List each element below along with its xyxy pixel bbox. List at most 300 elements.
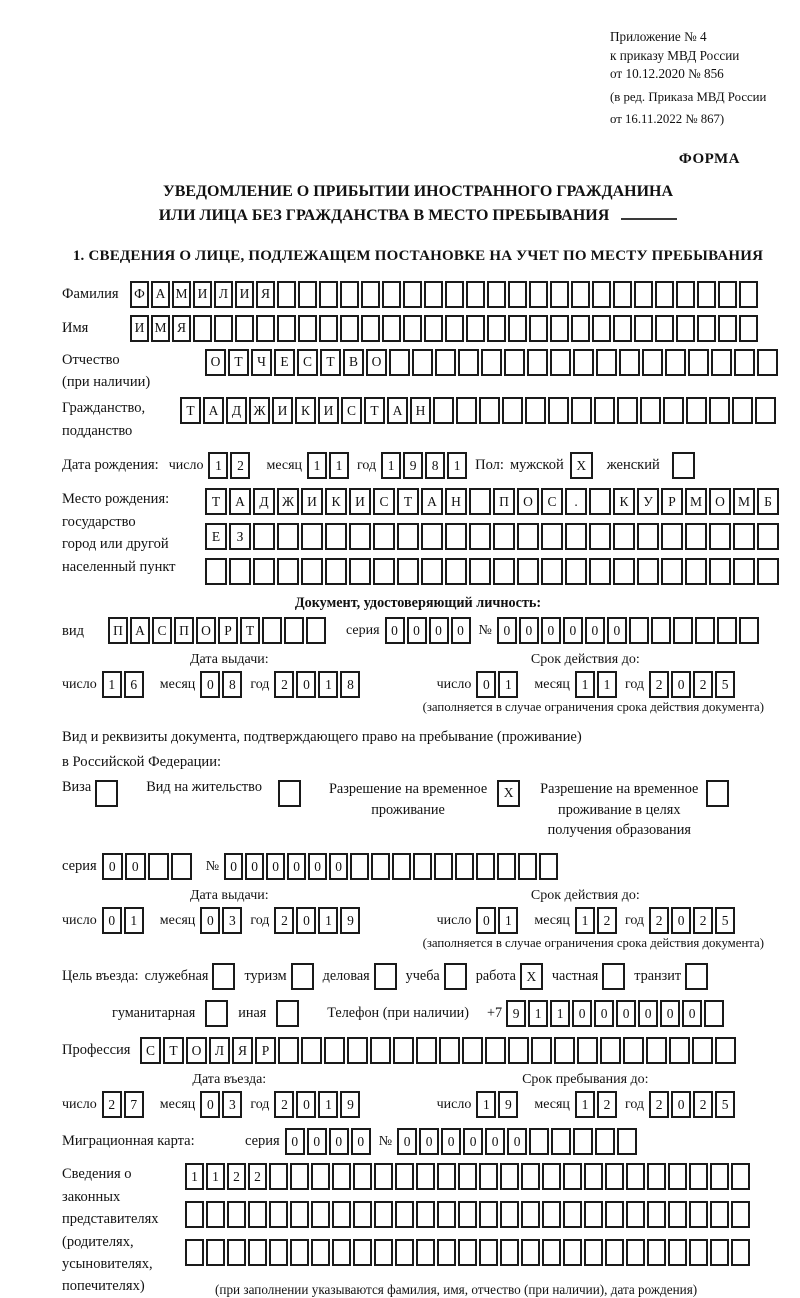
char-cell[interactable] bbox=[361, 281, 380, 308]
char-cell[interactable]: С bbox=[341, 397, 362, 424]
char-cell[interactable]: У bbox=[637, 488, 659, 515]
char-cell[interactable] bbox=[685, 523, 707, 550]
char-cell[interactable]: Т bbox=[397, 488, 419, 515]
char-cell[interactable] bbox=[508, 281, 527, 308]
char-cell[interactable] bbox=[445, 558, 467, 585]
char-cell[interactable]: . bbox=[565, 488, 587, 515]
char-cell[interactable] bbox=[301, 1037, 322, 1064]
char-cell[interactable] bbox=[613, 558, 635, 585]
char-cell[interactable]: 2 bbox=[693, 1091, 713, 1118]
char-cell[interactable]: Т bbox=[320, 349, 341, 376]
char-cell[interactable]: 1 bbox=[498, 671, 518, 698]
char-cell[interactable] bbox=[669, 1037, 690, 1064]
char-cell[interactable] bbox=[206, 1201, 225, 1228]
char-cell[interactable] bbox=[563, 1201, 582, 1228]
char-cell[interactable]: 0 bbox=[463, 1128, 483, 1155]
char-cell[interactable]: Т bbox=[163, 1037, 184, 1064]
char-cell[interactable]: Н bbox=[445, 488, 467, 515]
char-cell[interactable]: Н bbox=[410, 397, 431, 424]
char-cell[interactable]: Я bbox=[232, 1037, 253, 1064]
char-cell[interactable]: 2 bbox=[227, 1163, 246, 1190]
char-cell[interactable]: 1 bbox=[318, 907, 338, 934]
checkbox[interactable] bbox=[672, 452, 695, 479]
checkbox[interactable] bbox=[602, 963, 625, 990]
char-cell[interactable]: Л bbox=[209, 1037, 230, 1064]
char-cell[interactable]: О bbox=[709, 488, 731, 515]
char-cell[interactable]: Ф bbox=[130, 281, 149, 308]
char-cell[interactable]: 0 bbox=[125, 853, 146, 880]
char-cell[interactable] bbox=[487, 315, 506, 342]
char-cell[interactable] bbox=[371, 853, 390, 880]
char-cell[interactable]: 1 bbox=[318, 671, 338, 698]
char-cell[interactable] bbox=[525, 397, 546, 424]
char-cell[interactable]: 0 bbox=[308, 853, 327, 880]
checkbox[interactable] bbox=[276, 1000, 299, 1027]
char-cell[interactable] bbox=[731, 1201, 750, 1228]
char-cell[interactable]: Я bbox=[256, 281, 275, 308]
char-cell[interactable] bbox=[709, 558, 731, 585]
char-cell[interactable]: В bbox=[343, 349, 364, 376]
char-cell[interactable]: 2 bbox=[597, 1091, 617, 1118]
char-cell[interactable] bbox=[290, 1163, 309, 1190]
char-cell[interactable] bbox=[434, 853, 453, 880]
char-cell[interactable] bbox=[529, 281, 548, 308]
char-cell[interactable] bbox=[739, 315, 758, 342]
char-cell[interactable] bbox=[278, 1037, 299, 1064]
char-cell[interactable] bbox=[717, 617, 737, 644]
char-cell[interactable] bbox=[206, 1239, 225, 1266]
char-cell[interactable]: И bbox=[130, 315, 149, 342]
char-cell[interactable] bbox=[605, 1201, 624, 1228]
char-cell[interactable]: 0 bbox=[296, 907, 316, 934]
char-cell[interactable] bbox=[589, 488, 611, 515]
char-cell[interactable] bbox=[527, 349, 548, 376]
char-cell[interactable]: А bbox=[203, 397, 224, 424]
char-cell[interactable]: К bbox=[295, 397, 316, 424]
char-cell[interactable] bbox=[697, 281, 716, 308]
char-cell[interactable] bbox=[500, 1239, 519, 1266]
char-cell[interactable] bbox=[539, 853, 558, 880]
char-cell[interactable] bbox=[248, 1201, 267, 1228]
char-cell[interactable] bbox=[584, 1201, 603, 1228]
char-cell[interactable] bbox=[435, 349, 456, 376]
char-cell[interactable] bbox=[253, 558, 275, 585]
char-cell[interactable]: 0 bbox=[224, 853, 243, 880]
char-cell[interactable]: 0 bbox=[607, 617, 627, 644]
char-cell[interactable] bbox=[531, 1037, 552, 1064]
char-cell[interactable]: П bbox=[108, 617, 128, 644]
char-cell[interactable] bbox=[665, 349, 686, 376]
char-cell[interactable] bbox=[755, 397, 776, 424]
char-cell[interactable] bbox=[479, 1163, 498, 1190]
char-cell[interactable] bbox=[374, 1163, 393, 1190]
char-cell[interactable] bbox=[565, 558, 587, 585]
checkbox[interactable]: X bbox=[497, 780, 520, 807]
char-cell[interactable]: Т bbox=[205, 488, 227, 515]
char-cell[interactable]: 0 bbox=[285, 1128, 305, 1155]
char-cell[interactable]: К bbox=[325, 488, 347, 515]
char-cell[interactable] bbox=[502, 397, 523, 424]
char-cell[interactable] bbox=[521, 1201, 540, 1228]
char-cell[interactable] bbox=[517, 558, 539, 585]
char-cell[interactable] bbox=[395, 1163, 414, 1190]
char-cell[interactable] bbox=[349, 558, 371, 585]
char-cell[interactable]: 3 bbox=[222, 1091, 242, 1118]
char-cell[interactable] bbox=[445, 281, 464, 308]
char-cell[interactable] bbox=[733, 523, 755, 550]
char-cell[interactable] bbox=[350, 853, 369, 880]
char-cell[interactable] bbox=[623, 1037, 644, 1064]
char-cell[interactable] bbox=[373, 523, 395, 550]
char-cell[interactable] bbox=[739, 281, 758, 308]
char-cell[interactable] bbox=[370, 1037, 391, 1064]
char-cell[interactable]: 1 bbox=[597, 671, 617, 698]
char-cell[interactable]: О bbox=[186, 1037, 207, 1064]
char-cell[interactable]: 0 bbox=[616, 1000, 636, 1027]
char-cell[interactable]: 2 bbox=[597, 907, 617, 934]
char-cell[interactable] bbox=[462, 1037, 483, 1064]
char-cell[interactable]: 8 bbox=[340, 671, 360, 698]
char-cell[interactable] bbox=[542, 1201, 561, 1228]
char-cell[interactable] bbox=[550, 349, 571, 376]
char-cell[interactable] bbox=[269, 1239, 288, 1266]
char-cell[interactable]: 0 bbox=[419, 1128, 439, 1155]
char-cell[interactable] bbox=[689, 1239, 708, 1266]
char-cell[interactable]: 0 bbox=[441, 1128, 461, 1155]
char-cell[interactable] bbox=[412, 349, 433, 376]
char-cell[interactable]: 1 bbox=[102, 671, 122, 698]
char-cell[interactable]: 1 bbox=[208, 452, 228, 479]
char-cell[interactable]: Р bbox=[218, 617, 238, 644]
char-cell[interactable]: Я bbox=[172, 315, 191, 342]
char-cell[interactable] bbox=[676, 281, 695, 308]
char-cell[interactable] bbox=[600, 1037, 621, 1064]
char-cell[interactable] bbox=[424, 315, 443, 342]
char-cell[interactable] bbox=[481, 349, 502, 376]
char-cell[interactable] bbox=[521, 1163, 540, 1190]
char-cell[interactable] bbox=[395, 1239, 414, 1266]
char-cell[interactable]: 1 bbox=[329, 452, 349, 479]
char-cell[interactable] bbox=[340, 281, 359, 308]
char-cell[interactable]: 1 bbox=[550, 1000, 570, 1027]
char-cell[interactable] bbox=[710, 1201, 729, 1228]
char-cell[interactable]: 0 bbox=[519, 617, 539, 644]
char-cell[interactable] bbox=[325, 523, 347, 550]
char-cell[interactable] bbox=[541, 558, 563, 585]
char-cell[interactable] bbox=[445, 523, 467, 550]
char-cell[interactable]: 0 bbox=[351, 1128, 371, 1155]
char-cell[interactable]: Ч bbox=[251, 349, 272, 376]
char-cell[interactable]: 9 bbox=[340, 1091, 360, 1118]
char-cell[interactable] bbox=[416, 1163, 435, 1190]
char-cell[interactable]: С bbox=[541, 488, 563, 515]
char-cell[interactable] bbox=[640, 397, 661, 424]
char-cell[interactable]: К bbox=[613, 488, 635, 515]
char-cell[interactable] bbox=[548, 397, 569, 424]
char-cell[interactable] bbox=[421, 558, 443, 585]
char-cell[interactable]: 2 bbox=[649, 671, 669, 698]
char-cell[interactable] bbox=[676, 315, 695, 342]
char-cell[interactable]: А bbox=[421, 488, 443, 515]
char-cell[interactable]: 7 bbox=[124, 1091, 144, 1118]
char-cell[interactable] bbox=[403, 281, 422, 308]
char-cell[interactable] bbox=[392, 853, 411, 880]
char-cell[interactable]: 8 bbox=[222, 671, 242, 698]
checkbox[interactable] bbox=[212, 963, 235, 990]
char-cell[interactable]: И bbox=[349, 488, 371, 515]
char-cell[interactable] bbox=[704, 1000, 724, 1027]
char-cell[interactable] bbox=[686, 397, 707, 424]
char-cell[interactable]: 1 bbox=[447, 452, 467, 479]
char-cell[interactable] bbox=[374, 1201, 393, 1228]
char-cell[interactable] bbox=[382, 315, 401, 342]
char-cell[interactable] bbox=[373, 558, 395, 585]
char-cell[interactable] bbox=[248, 1239, 267, 1266]
char-cell[interactable]: 0 bbox=[660, 1000, 680, 1027]
char-cell[interactable] bbox=[661, 523, 683, 550]
char-cell[interactable] bbox=[349, 523, 371, 550]
char-cell[interactable]: 9 bbox=[498, 1091, 518, 1118]
char-cell[interactable]: Т bbox=[364, 397, 385, 424]
char-cell[interactable]: 0 bbox=[585, 617, 605, 644]
char-cell[interactable]: Д bbox=[226, 397, 247, 424]
char-cell[interactable]: О bbox=[196, 617, 216, 644]
char-cell[interactable] bbox=[347, 1037, 368, 1064]
char-cell[interactable] bbox=[541, 523, 563, 550]
char-cell[interactable] bbox=[563, 1239, 582, 1266]
char-cell[interactable]: О bbox=[517, 488, 539, 515]
checkbox[interactable] bbox=[278, 780, 301, 807]
char-cell[interactable]: 0 bbox=[507, 1128, 527, 1155]
char-cell[interactable] bbox=[469, 523, 491, 550]
char-cell[interactable] bbox=[718, 315, 737, 342]
char-cell[interactable] bbox=[573, 349, 594, 376]
char-cell[interactable] bbox=[269, 1201, 288, 1228]
char-cell[interactable]: 0 bbox=[682, 1000, 702, 1027]
char-cell[interactable]: 0 bbox=[485, 1128, 505, 1155]
char-cell[interactable] bbox=[319, 281, 338, 308]
char-cell[interactable] bbox=[469, 488, 491, 515]
char-cell[interactable]: 0 bbox=[307, 1128, 327, 1155]
char-cell[interactable]: 0 bbox=[671, 671, 691, 698]
char-cell[interactable]: 0 bbox=[287, 853, 306, 880]
char-cell[interactable]: С bbox=[152, 617, 172, 644]
char-cell[interactable] bbox=[642, 349, 663, 376]
char-cell[interactable] bbox=[421, 523, 443, 550]
char-cell[interactable] bbox=[458, 1239, 477, 1266]
char-cell[interactable] bbox=[437, 1201, 456, 1228]
char-cell[interactable]: 1 bbox=[575, 907, 595, 934]
char-cell[interactable] bbox=[397, 558, 419, 585]
char-cell[interactable]: 0 bbox=[671, 907, 691, 934]
char-cell[interactable]: 2 bbox=[693, 671, 713, 698]
char-cell[interactable]: 0 bbox=[200, 1091, 220, 1118]
char-cell[interactable] bbox=[185, 1239, 204, 1266]
char-cell[interactable] bbox=[550, 281, 569, 308]
char-cell[interactable]: 2 bbox=[230, 452, 250, 479]
char-cell[interactable] bbox=[584, 1239, 603, 1266]
char-cell[interactable] bbox=[731, 1163, 750, 1190]
char-cell[interactable]: И bbox=[235, 281, 254, 308]
char-cell[interactable] bbox=[697, 315, 716, 342]
char-cell[interactable]: И bbox=[301, 488, 323, 515]
char-cell[interactable]: 3 bbox=[222, 907, 242, 934]
char-cell[interactable]: Т bbox=[180, 397, 201, 424]
char-cell[interactable]: А bbox=[130, 617, 150, 644]
char-cell[interactable]: 0 bbox=[429, 617, 449, 644]
char-cell[interactable] bbox=[290, 1201, 309, 1228]
char-cell[interactable]: О bbox=[205, 349, 226, 376]
char-cell[interactable] bbox=[626, 1201, 645, 1228]
char-cell[interactable] bbox=[253, 523, 275, 550]
char-cell[interactable]: Р bbox=[255, 1037, 276, 1064]
checkbox[interactable] bbox=[706, 780, 729, 807]
char-cell[interactable] bbox=[458, 1201, 477, 1228]
checkbox[interactable] bbox=[205, 1000, 228, 1027]
char-cell[interactable]: 0 bbox=[385, 617, 405, 644]
char-cell[interactable]: Т bbox=[228, 349, 249, 376]
char-cell[interactable] bbox=[529, 1128, 549, 1155]
char-cell[interactable]: А bbox=[151, 281, 170, 308]
char-cell[interactable] bbox=[517, 523, 539, 550]
char-cell[interactable] bbox=[353, 1201, 372, 1228]
char-cell[interactable] bbox=[732, 397, 753, 424]
char-cell[interactable] bbox=[353, 1163, 372, 1190]
char-cell[interactable] bbox=[455, 853, 474, 880]
char-cell[interactable] bbox=[284, 617, 304, 644]
char-cell[interactable]: З bbox=[229, 523, 251, 550]
char-cell[interactable]: 0 bbox=[329, 853, 348, 880]
char-cell[interactable]: Б bbox=[757, 488, 779, 515]
char-cell[interactable]: 0 bbox=[407, 617, 427, 644]
char-cell[interactable]: 5 bbox=[715, 907, 735, 934]
char-cell[interactable]: М bbox=[733, 488, 755, 515]
char-cell[interactable]: 2 bbox=[649, 1091, 669, 1118]
char-cell[interactable] bbox=[277, 523, 299, 550]
char-cell[interactable] bbox=[445, 315, 464, 342]
char-cell[interactable] bbox=[433, 397, 454, 424]
char-cell[interactable] bbox=[651, 617, 671, 644]
char-cell[interactable] bbox=[715, 1037, 736, 1064]
char-cell[interactable] bbox=[227, 1239, 246, 1266]
char-cell[interactable] bbox=[487, 281, 506, 308]
char-cell[interactable]: Е bbox=[205, 523, 227, 550]
char-cell[interactable] bbox=[757, 523, 779, 550]
char-cell[interactable]: 0 bbox=[102, 853, 123, 880]
char-cell[interactable] bbox=[626, 1163, 645, 1190]
char-cell[interactable] bbox=[710, 1163, 729, 1190]
char-cell[interactable]: 1 bbox=[381, 452, 401, 479]
char-cell[interactable] bbox=[626, 1239, 645, 1266]
char-cell[interactable]: 0 bbox=[638, 1000, 658, 1027]
char-cell[interactable]: П bbox=[493, 488, 515, 515]
char-cell[interactable]: 0 bbox=[594, 1000, 614, 1027]
char-cell[interactable]: 0 bbox=[102, 907, 122, 934]
char-cell[interactable] bbox=[739, 617, 759, 644]
char-cell[interactable] bbox=[709, 523, 731, 550]
char-cell[interactable]: 1 bbox=[476, 1091, 496, 1118]
char-cell[interactable]: М bbox=[151, 315, 170, 342]
char-cell[interactable]: 5 bbox=[715, 1091, 735, 1118]
char-cell[interactable] bbox=[663, 397, 684, 424]
char-cell[interactable] bbox=[361, 315, 380, 342]
char-cell[interactable] bbox=[298, 281, 317, 308]
char-cell[interactable] bbox=[647, 1163, 666, 1190]
char-cell[interactable]: 2 bbox=[274, 671, 294, 698]
char-cell[interactable] bbox=[185, 1201, 204, 1228]
char-cell[interactable] bbox=[589, 523, 611, 550]
char-cell[interactable] bbox=[403, 315, 422, 342]
char-cell[interactable] bbox=[757, 558, 779, 585]
char-cell[interactable] bbox=[504, 349, 525, 376]
char-cell[interactable] bbox=[466, 315, 485, 342]
char-cell[interactable] bbox=[353, 1239, 372, 1266]
char-cell[interactable] bbox=[613, 523, 635, 550]
char-cell[interactable] bbox=[205, 558, 227, 585]
char-cell[interactable] bbox=[554, 1037, 575, 1064]
char-cell[interactable] bbox=[596, 349, 617, 376]
char-cell[interactable] bbox=[637, 558, 659, 585]
char-cell[interactable] bbox=[332, 1239, 351, 1266]
char-cell[interactable] bbox=[193, 315, 212, 342]
char-cell[interactable] bbox=[397, 523, 419, 550]
char-cell[interactable] bbox=[456, 397, 477, 424]
char-cell[interactable] bbox=[437, 1239, 456, 1266]
checkbox[interactable] bbox=[685, 963, 708, 990]
char-cell[interactable]: 9 bbox=[506, 1000, 526, 1027]
char-cell[interactable] bbox=[301, 558, 323, 585]
char-cell[interactable]: 1 bbox=[498, 907, 518, 934]
char-cell[interactable] bbox=[256, 315, 275, 342]
char-cell[interactable] bbox=[692, 1037, 713, 1064]
char-cell[interactable]: 0 bbox=[476, 907, 496, 934]
char-cell[interactable]: 0 bbox=[397, 1128, 417, 1155]
char-cell[interactable]: Д bbox=[253, 488, 275, 515]
char-cell[interactable] bbox=[731, 1239, 750, 1266]
char-cell[interactable] bbox=[148, 853, 169, 880]
char-cell[interactable]: 0 bbox=[671, 1091, 691, 1118]
char-cell[interactable]: 0 bbox=[572, 1000, 592, 1027]
char-cell[interactable] bbox=[332, 1163, 351, 1190]
char-cell[interactable] bbox=[673, 617, 693, 644]
char-cell[interactable]: 1 bbox=[528, 1000, 548, 1027]
char-cell[interactable]: С bbox=[140, 1037, 161, 1064]
char-cell[interactable] bbox=[594, 397, 615, 424]
char-cell[interactable]: И bbox=[193, 281, 212, 308]
char-cell[interactable] bbox=[592, 315, 611, 342]
char-cell[interactable] bbox=[424, 281, 443, 308]
char-cell[interactable]: 9 bbox=[403, 452, 423, 479]
char-cell[interactable] bbox=[319, 315, 338, 342]
char-cell[interactable] bbox=[479, 1201, 498, 1228]
checkbox[interactable] bbox=[95, 780, 118, 807]
checkbox[interactable]: X bbox=[570, 452, 593, 479]
char-cell[interactable]: 0 bbox=[200, 671, 220, 698]
char-cell[interactable] bbox=[655, 315, 674, 342]
char-cell[interactable] bbox=[466, 281, 485, 308]
char-cell[interactable] bbox=[485, 1037, 506, 1064]
char-cell[interactable]: 1 bbox=[185, 1163, 204, 1190]
char-cell[interactable]: 8 bbox=[425, 452, 445, 479]
char-cell[interactable] bbox=[306, 617, 326, 644]
char-cell[interactable] bbox=[311, 1201, 330, 1228]
char-cell[interactable]: 0 bbox=[245, 853, 264, 880]
char-cell[interactable] bbox=[476, 853, 495, 880]
char-cell[interactable]: 0 bbox=[476, 671, 496, 698]
char-cell[interactable] bbox=[617, 397, 638, 424]
char-cell[interactable]: 0 bbox=[541, 617, 561, 644]
char-cell[interactable]: Р bbox=[661, 488, 683, 515]
